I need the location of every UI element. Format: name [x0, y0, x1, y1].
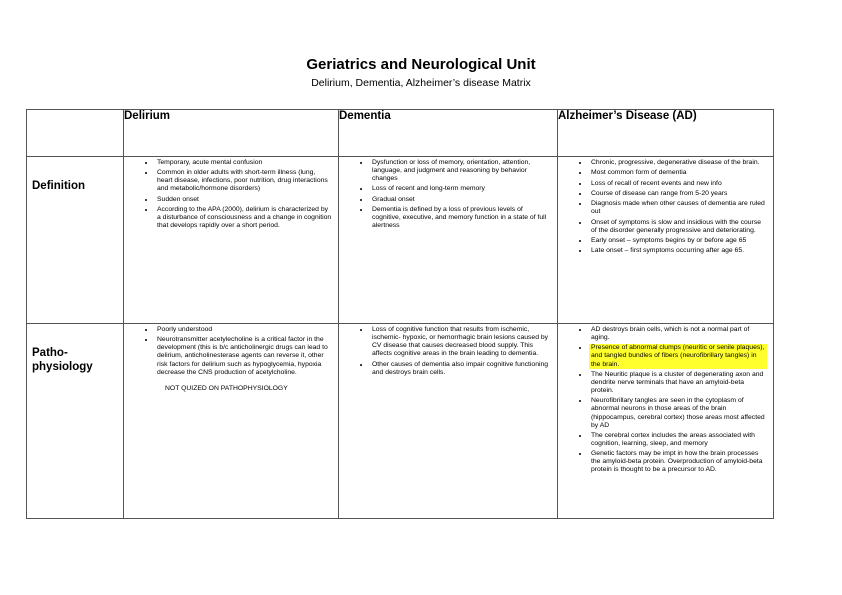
- not-quizzed-note: NOT QUIZED ON PATHOPHYSIOLOGY: [165, 384, 288, 392]
- definition-dementia-list: [339, 157, 557, 230]
- list-item: • Common in older adults with short-term illness (lung, heart disease, infections, poor nutrition, drug interactions and metabolic/hormone disorders): [155, 169, 332, 193]
- pathophysiology-alzheimers-cell: [558, 324, 774, 519]
- list-item: • The Neuritic plaque is a cluster of degenerating axon and dendrite nerve terminals that have an amyloid-beta protein.: [589, 371, 767, 395]
- pathophysiology-delirium-list: [124, 324, 338, 377]
- column-header-dementia: Dementia: [339, 110, 558, 157]
- list-item: • Gradual onset: [370, 196, 551, 204]
- pathophysiology-dementia-cell: [339, 324, 558, 519]
- list-item: • AD destroys brain cells, which is not a normal part of aging.: [589, 326, 767, 342]
- list-item: • Neurotransmitter acetylecholine is a critical factor in the development (this is b/c anticholinergic drugs can lead to delirium, anticholinesterase agents can reverse it, other risk factors for delirium such as hypoglycemia, hypoxia decrease the CNS production of acetylcholine.: [155, 336, 332, 376]
- definition-delirium-cell: [124, 157, 339, 324]
- pathophysiology-alzheimers-list: [558, 324, 773, 475]
- list-item: • Loss of recall of recent events and new info: [589, 180, 767, 188]
- list-item: • Course of disease can range from 5-20 years: [589, 190, 767, 198]
- document-title: Geriatrics and Neurological Unit: [306, 56, 536, 73]
- pathophysiology-row: [27, 324, 774, 519]
- list-item: • Dysfunction or loss of memory, orientation, attention, language, and judgment and reasoning by behavior changes: [370, 159, 551, 183]
- pathophysiology-row-header-cell: [27, 324, 124, 519]
- list-item: • Temporary, acute mental confusion: [155, 159, 332, 167]
- list-item: • Neurofibrillary tangles are seen in the cytoplasm of abnormal neurons in those areas of the brain (hippocampus, cerebral cortex) those areas most affected by AD: [589, 397, 767, 429]
- list-item: • Other causes of dementia also impair cognitive functioning and destroys brain cells.: [370, 361, 551, 377]
- list-item: • Diagnosis made when other causes of dementia are ruled out: [589, 200, 767, 216]
- column-header-alzheimers: Alzheimer’s Disease (AD): [558, 110, 774, 157]
- definition-row-header-cell: [27, 157, 124, 324]
- definition-dementia-cell: [339, 157, 558, 324]
- list-item: • Loss of recent and long-term memory: [370, 185, 551, 193]
- pathophysiology-delirium-cell: [124, 324, 339, 519]
- list-item: • Early onset – symptoms begins by or before age 65: [589, 237, 767, 245]
- header-row: [27, 110, 774, 157]
- list-item: • Sudden onset: [155, 196, 332, 204]
- list-item: • Genetic factors may be impt in how the brain processes the amyloid-beta protein. Overproduction of amyloid-beta protein is thought to be a precursor to AD.: [589, 450, 767, 474]
- list-item: • Poorly understood: [155, 326, 332, 334]
- pathophysiology-dementia-list: [339, 324, 557, 377]
- list-item: • Chronic, progressive, degenerative disease of the brain.: [589, 159, 767, 167]
- definition-row: [27, 157, 774, 324]
- row-label-line: Patho-: [32, 347, 68, 359]
- row-label-definition: Definition: [32, 180, 86, 192]
- highlighted-list-item: • Presence of abnormal clumps (neuritic or senile plaques), and tangled bundles of fibers (neurofibrillary tangles) in the brain.: [589, 344, 767, 368]
- row-label-line: physiology: [32, 361, 93, 373]
- list-item: • Onset of symptoms is slow and insidious with the course of the disorder generally progressive and deteriorating.: [589, 219, 767, 235]
- list-item: • According to the APA (2000), delirium is characterized by a disturbance of consciousness and a change in cognition that develops rapidly over a short period.: [155, 206, 332, 230]
- list-item: • Late onset – first symptoms occurring after age 65.: [589, 247, 767, 255]
- definition-delirium-list: [124, 157, 338, 230]
- disease-matrix-table: [26, 109, 774, 519]
- list-item: • Most common form of dementia: [589, 169, 767, 177]
- list-item: • Loss of cognitive function that results from ischemic, ischemic- hypoxic, or hemorrhagic brain lesions caused by CV disease that causes decreased blood supply. This affects cognitive areas in the brain leading to dementia.: [370, 326, 551, 358]
- corner-cell: [27, 110, 124, 157]
- list-item: • Dementia is defined by a loss of previous levels of cognitive, executive, and memory function in a state of full alertness: [370, 206, 551, 230]
- document-subtitle: Delirium, Dementia, Alzheimer’s disease Matrix: [311, 77, 531, 89]
- column-header-delirium: Delirium: [124, 110, 339, 157]
- list-item: • The cerebral cortex includes the areas associated with cognition, learning, sleep, and memory: [589, 432, 767, 448]
- definition-alzheimers-list: [558, 157, 773, 255]
- row-label-pathophysiology: [27, 324, 123, 374]
- definition-alzheimers-cell: [558, 157, 774, 324]
